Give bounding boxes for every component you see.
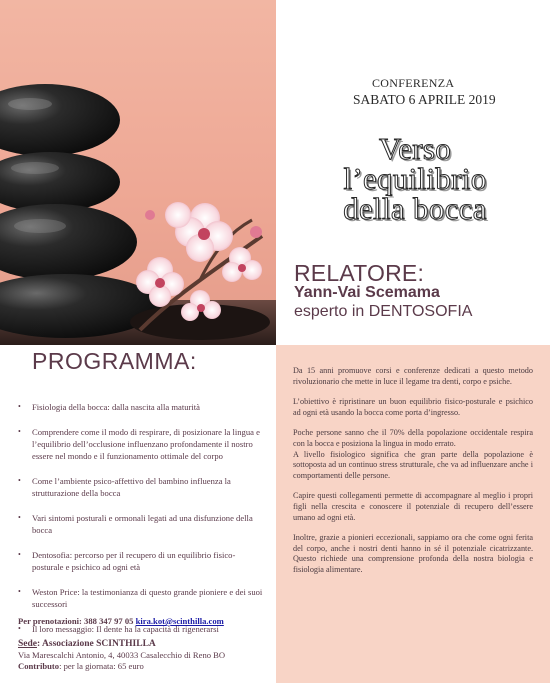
event-type: CONFERENZA: [372, 76, 455, 90]
program-title: PROGRAMMA:: [32, 348, 197, 374]
venue-address: Via Marescalchi Antonio, 4, 40033 Casalecchio di Reno BO: [18, 650, 226, 660]
title-line-3: della bocca: [343, 191, 487, 226]
venue-line: [18, 639, 268, 650]
venue-label: Sede: [18, 639, 37, 649]
description-paragraph: L’obiettivo è ripristinare un buon equilibrio fisico-posturale e psichico ad ogni età usando la bocca come porta d’ingresso.: [293, 397, 533, 417]
program-item: • Il loro messaggio: Il dente ha la capacità di rigenerarsi: [18, 623, 266, 635]
fee-label: Contributo: [18, 661, 60, 671]
program-item: • Dentosofia: percorso per il recupero di un equilibrio fisico-posturale e psichico ad ogni età: [18, 549, 266, 573]
event-title: [310, 131, 520, 226]
fee-value: : per la giornata: 65 euro: [59, 661, 144, 671]
venue-name: : Associazione SCINTHILLA: [37, 639, 156, 649]
speaker-label: RELATORE:: [294, 260, 425, 286]
title-line-2: l’equilibrio: [343, 161, 487, 196]
program-item: • Weston Price: la testimonianza di questo grande pioniere e dei suoi successori: [18, 586, 266, 610]
speaker-name: Yann-Vai Scemama: [294, 284, 440, 301]
description-paragraph: A livello fisiologico significa che gran parte della popolazione è sottoposta ad un continuo stress strutturale, che va ad influenzare anche i comportamenti delle persone.: [293, 449, 533, 480]
title-line-1: Verso: [378, 131, 452, 166]
booking-line: [18, 616, 268, 627]
stones-and-blossom-illustration: [0, 0, 276, 345]
hero-image: [0, 0, 276, 345]
program-item: • Vari sintomi posturali e ormonali legati ad una disfunzione della bocca: [18, 512, 266, 536]
contact-info: [18, 616, 268, 672]
description-text: [293, 366, 533, 586]
booking-label: Per prenotazioni:: [18, 616, 82, 626]
booking-phone: 388 347 97 05: [84, 616, 134, 626]
fee-line: [18, 661, 268, 672]
description-paragraph: Capire questi collegamenti permette di accompagnare al meglio i propri figli nella crescita e conoscere il potenziale di recupero dell’essere umano ad ogni età.: [293, 491, 533, 522]
program-list: [18, 401, 266, 648]
description-paragraph: Inoltre, grazie a pionieri eccezionali, sappiamo ora che come ogni ferita del corpo, anche i nostri denti hanno in sé il potenziale cicatrizzante. Questo richiede una comprensione profonda della nostra biologia e fisiologia alimentare.: [293, 533, 533, 574]
description-paragraph: Da 15 anni promuove corsi e conferenze dedicati a questo metodo rivoluzionario che mette in luce il legame tra denti, corpo e psiche.: [293, 366, 533, 386]
program-item: • Comprendere come il modo di respirare, di posizionare la lingua e l’equilibrio dell’occlusione influenzano profondamente il nostro essere nel mondo e il funzionamento ottimale del corpo: [18, 426, 266, 462]
event-date: SABATO 6 APRILE 2019: [353, 92, 496, 107]
description-paragraph: Poche persone sanno che il 70% della popolazione occidentale respira con la bocca e posiziona la lingua in modo errato.: [293, 428, 533, 448]
booking-email-link[interactable]: kira.kot@scinthilla.com: [135, 616, 224, 626]
program-item: • Fisiologia della bocca: dalla nascita alla maturità: [18, 401, 266, 413]
program-item: • Come l’ambiente psico-affettivo del bambino influenza la strutturazione della bocca: [18, 475, 266, 499]
speaker-role: esperto in DENTOSOFIA: [294, 303, 473, 320]
